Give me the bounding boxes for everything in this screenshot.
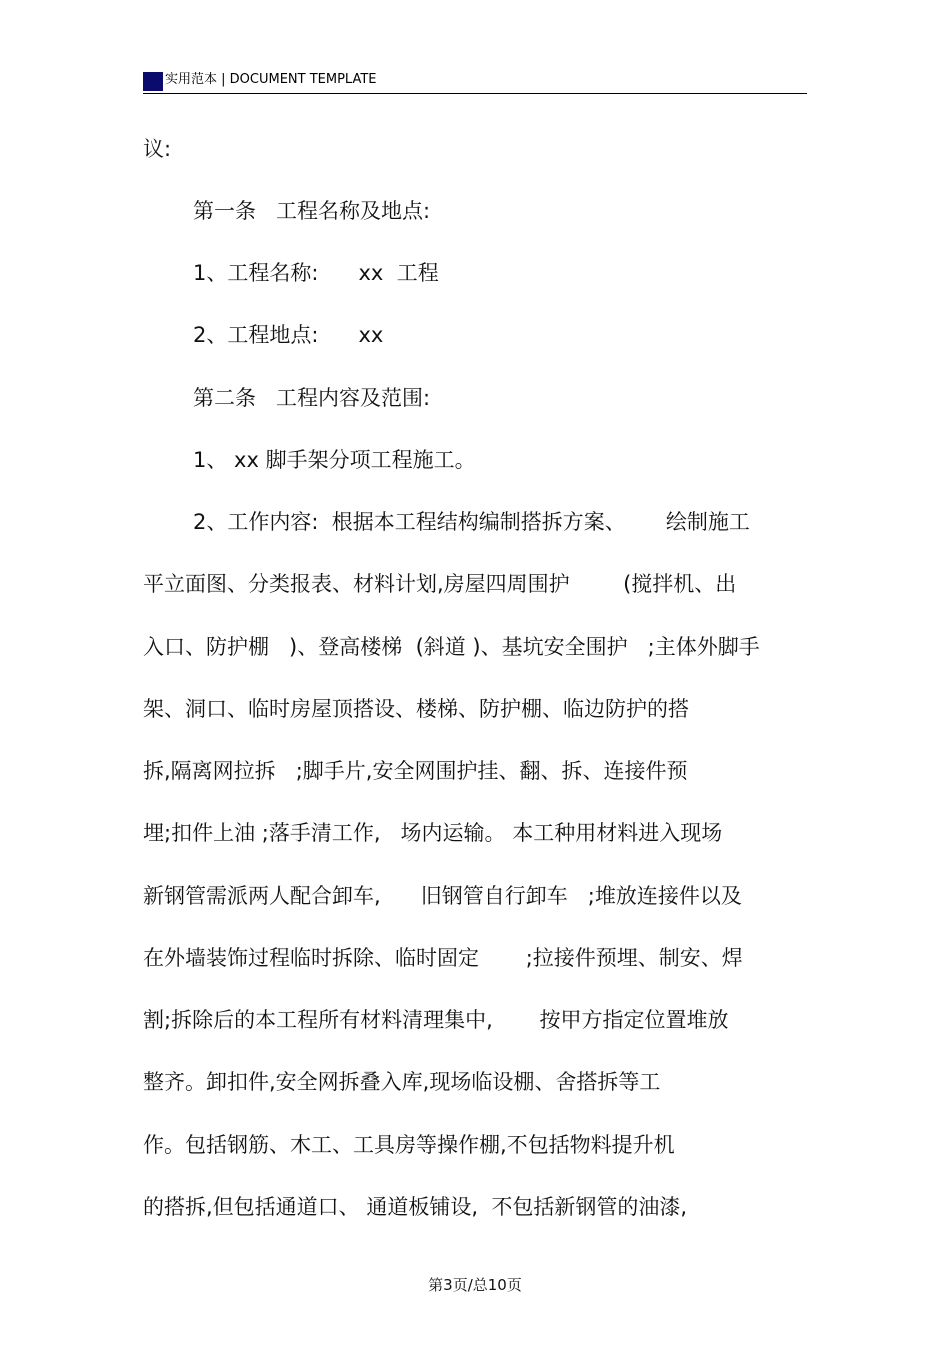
body-line: 割;拆除后的本工程所有材料清理集中, 按甲方指定位置堆放 [143,1008,729,1032]
article-heading: 第二条 工程内容及范围: [193,386,431,410]
body-line: 议: [143,137,172,161]
header-title: 实用范本 | DOCUMENT TEMPLATE [165,72,377,87]
article-heading: 第一条 工程名称及地点: [193,199,431,223]
body-line: 的搭拆,但包括通道口、 通道板铺设, 不包括新钢管的油漆, [143,1195,688,1219]
body-line: 2、工程地点: xx [193,323,384,347]
body-line: 1、 xx 脚手架分项工程施工。 [193,448,476,472]
header-logo-square [143,72,163,91]
body-line: 1、工程名称: xx 工程 [193,261,439,285]
body-line: 入口、防护棚 )、登高楼梯 (斜道 )、基坑安全围护 ;主体外脚手 [143,635,760,659]
header-divider [143,93,807,94]
body-line: 新钢管需派两人配合卸车, 旧钢管自行卸车 ;堆放连接件以及 [143,884,742,908]
body-line: 拆,隔离网拉拆 ;脚手片,安全网围护挂、翻、拆、连接件预 [143,759,688,783]
page-number: 第3页/总10页 [428,1276,522,1294]
body-line: 整齐。卸扣件,安全网拆叠入库,现场临设棚、舍搭拆等工 [143,1070,661,1094]
body-line: 2、工作内容: 根据本工程结构编制搭拆方案、 绘制施工 [193,510,750,534]
body-line: 平立面图、分类报表、材料计划,房屋四周围护 (搅拌机、出 [143,572,737,596]
body-line: 作。包括钢筋、木工、工具房等操作棚,不包括物料提升机 [143,1133,675,1157]
body-line: 埋;扣件上油 ;落手清工作, 场内运输。 本工种用材料进入现场 [143,821,723,845]
page-header [143,68,807,94]
body-line: 架、洞口、临时房屋顶搭设、楼梯、防护棚、临边防护的搭 [143,697,689,721]
body-line: 在外墙装饰过程临时拆除、临时固定 ;拉接件预埋、制安、焊 [143,946,743,970]
